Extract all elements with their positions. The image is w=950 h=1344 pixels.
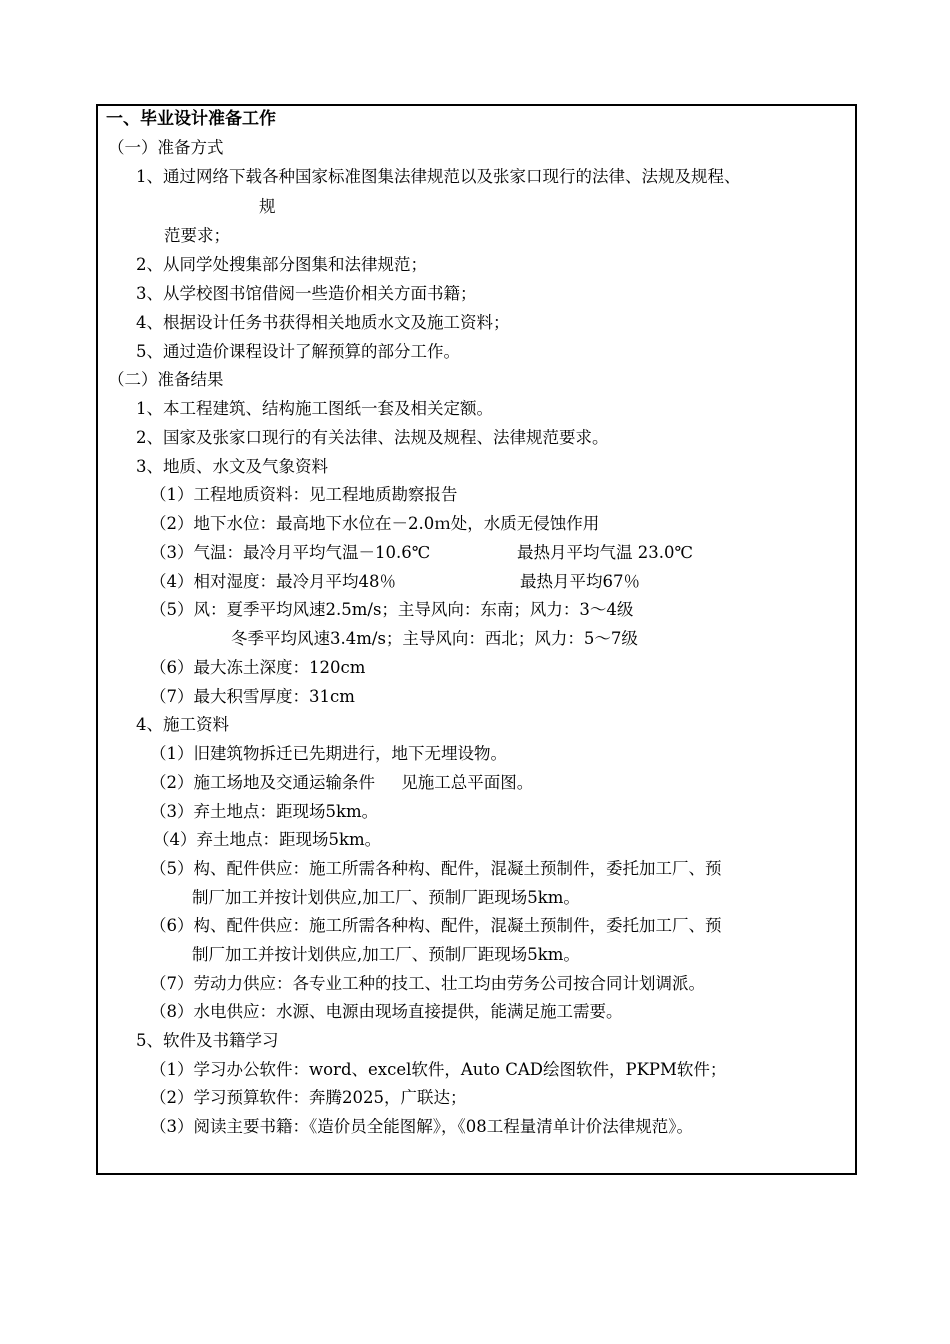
wind-winter: 冬季平均风速3.4m/s；主导风向：西北；风力：5～7级: [231, 629, 638, 648]
prep-result-item: 3、地质、水文及气象资料: [136, 457, 328, 476]
prep-result-item: 1、本工程建筑、结构施工图纸一套及相关定额。: [136, 399, 493, 418]
prep-method-item: 5、通过造价课程设计了解预算的部分工作。: [136, 342, 460, 361]
prep-result-heading: （二）准备结果: [108, 370, 224, 389]
wind-summer: （5）风：夏季平均风速2.5m/s；主导风向：东南；风力：3～4级: [150, 600, 634, 619]
prep-result-item: 5、软件及书籍学习: [136, 1031, 279, 1050]
prep-method-item: 范要求；: [164, 226, 230, 245]
study-line: （3）阅读主要书籍：《造价员全能图解》，《08工程量清单计价法律规范》。: [150, 1117, 693, 1136]
temperature-cold: （3）气温：最冷月平均气温－10.6℃: [150, 543, 431, 562]
prep-method-item: 3、从学校图书馆借阅一些造价相关方面书籍；: [136, 284, 477, 303]
geology-line: （1）工程地质资料：见工程地质勘察报告: [150, 485, 458, 504]
prep-result-item: 2、国家及张家口现行的有关法律、法规及规程、法律规范要求。: [136, 428, 609, 447]
construction-line: （7）劳动力供应：各专业工种的技工、壮工均由劳务公司按合同计划调派。: [150, 974, 705, 993]
construction-line: （8）水电供应：水源、电源由现场直接提供，能满足施工需要。: [150, 1002, 623, 1021]
prep-method-item: 4、根据设计任务书获得相关地质水文及施工资料；: [136, 313, 510, 332]
study-line: （1）学习办公软件：word、excel软件，Auto CAD绘图软件，PKPM软件；: [150, 1060, 727, 1079]
construction-line: 制厂加工并按计划供应,加工厂、预制厂距现场5km。: [192, 888, 580, 907]
prep-method-heading: （一）准备方式: [108, 138, 224, 157]
humidity-hot: 最热月平均67％: [520, 572, 640, 591]
prep-method-item: 2、从同学处搜集部分图集和法律规范；: [136, 255, 427, 274]
frost-depth: （6）最大冻土深度：120cm: [150, 658, 366, 677]
construction-line: （6）构、配件供应：施工所需各种构、配件，混凝土预制件，委托加工厂、预: [150, 916, 722, 935]
section-title: 一、毕业设计准备工作: [106, 109, 276, 129]
construction-line: （1）旧建筑物拆迁已先期进行，地下无埋设物。: [150, 744, 507, 763]
construction-line: （5）构、配件供应：施工所需各种构、配件，混凝土预制件，委托加工厂、预: [150, 859, 722, 878]
humidity-cold: （4）相对湿度：最冷月平均48％: [150, 572, 396, 591]
construction-line: 制厂加工并按计划供应,加工厂、预制厂距现场5km。: [192, 945, 580, 964]
construction-line: （4）弃土地点：距现场5km。: [153, 830, 382, 849]
construction-line: （2）施工场地及交通运输条件 见施工总平面图。: [150, 773, 534, 792]
construction-line: （3）弃土地点：距现场5km。: [150, 802, 379, 821]
groundwater-line: （2）地下水位：最高地下水位在－2.0ｍ处，水质无侵蚀作用: [150, 514, 600, 533]
temperature-hot: 最热月平均气温 23.0℃: [517, 543, 693, 562]
snow-depth: （7）最大积雪厚度：31cm: [150, 687, 355, 706]
prep-method-item: 1、通过网络下载各种国家标准图集法律规范以及张家口现行的法律、法规及规程、: [136, 167, 741, 186]
prep-method-item: 规: [259, 197, 276, 216]
prep-result-item: 4、施工资料: [136, 715, 229, 734]
study-line: （2）学习预算软件：奔腾2025，广联达；: [150, 1088, 467, 1107]
